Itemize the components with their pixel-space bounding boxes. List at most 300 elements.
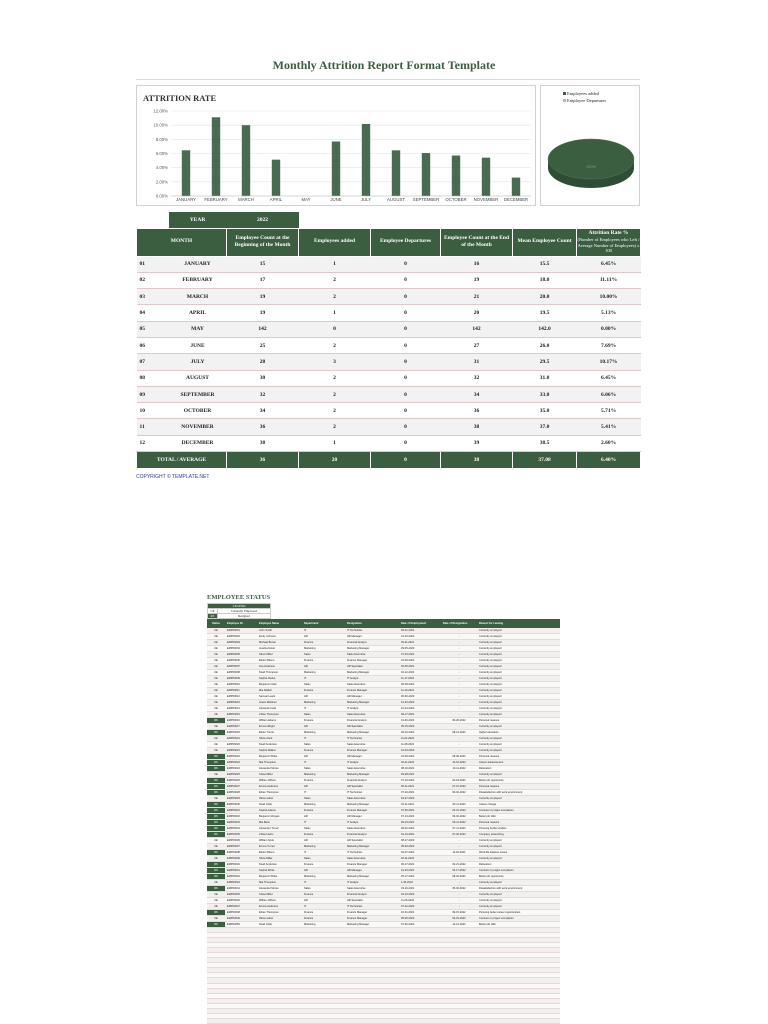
x-tick-label: JUNE [330, 197, 342, 202]
reason-cell: Currently employed [477, 904, 560, 910]
reason-cell: Currently employed [477, 694, 560, 700]
employment-date-cell: 12-20-2022 [399, 700, 441, 706]
resignation-date-cell: - [441, 838, 477, 844]
row-end: 38 [441, 419, 513, 435]
employee-name-cell: Samuel Lewis [257, 694, 302, 700]
resignation-date-cell: - [441, 658, 477, 664]
y-tick-label: 0.00% [155, 193, 168, 199]
status-cell: CE [207, 796, 225, 802]
legend-text: Currently Employed [218, 609, 271, 614]
employee-name-cell: William Wilson [257, 778, 302, 784]
row-end: 142 [441, 321, 513, 337]
row-begin: 30 [227, 370, 299, 386]
status-cell: RS [207, 766, 225, 772]
status-cell: CE [207, 898, 225, 904]
employee-id-cell: EMP00014 [225, 706, 257, 712]
reason-cell: Currently employed [477, 856, 560, 862]
row-end: 36 [441, 403, 513, 419]
status-cell: CE [207, 838, 225, 844]
department-cell: HR [302, 814, 345, 820]
department-cell: Marketing [302, 730, 345, 736]
designation-cell: Sales Executive [345, 796, 399, 802]
employee-id-cell: EMP00002 [225, 634, 257, 640]
x-tick-label: DECEMBER [503, 197, 529, 202]
designation-cell: Sales Executive [345, 742, 399, 748]
reason-cell: Company downsizing [477, 832, 560, 838]
row-number: 08 [137, 370, 169, 386]
row-number: 02 [137, 272, 169, 288]
total-departures: 0 [371, 452, 441, 469]
employee-id-cell: EMP00041 [225, 868, 257, 874]
employment-date-cell: 03-28-2021 [399, 772, 441, 778]
resignation-date-cell: - [441, 640, 477, 646]
employee-name-cell: Mia Walker [257, 688, 302, 694]
department-cell: IT [302, 676, 345, 682]
resignation-date-cell: - [441, 634, 477, 640]
employee-id-cell: EMP00015 [225, 712, 257, 718]
pie-legend-label: Employee Departures [567, 98, 607, 103]
row-mean: 26.0 [513, 337, 577, 353]
employee-name-cell: Alexander Moore [257, 766, 302, 772]
row-month: MARCH [169, 289, 227, 305]
employee-name-cell: Chloe Thompson [257, 712, 302, 718]
reason-cell: Currently employed [477, 838, 560, 844]
row-begin: 17 [227, 272, 299, 288]
employee-id-cell: EMP00025 [225, 772, 257, 778]
employee-name-cell: Noah Anderson [257, 742, 302, 748]
resignation-date-cell: - [441, 742, 477, 748]
row-mean: 38.5 [513, 435, 577, 451]
resignation-date-cell: - [441, 724, 477, 730]
status-cell: RS [207, 868, 225, 874]
row-added: 2 [299, 403, 371, 419]
row-number: 07 [137, 354, 169, 370]
employment-date-cell: 07-12-2022 [399, 904, 441, 910]
employment-date-cell: 09-02-2021 [399, 826, 441, 832]
row-begin: 32 [227, 386, 299, 402]
resignation-date-cell: 07-20-2022 [441, 832, 477, 838]
designation-cell: HR Manager [345, 814, 399, 820]
employment-date-cell: 02-07-2021 [399, 850, 441, 856]
employee-id-cell: EMP00044 [225, 886, 257, 892]
designation-cell: IT Analyst [345, 820, 399, 826]
legend-code: CE [208, 609, 218, 614]
department-cell: IT [302, 850, 345, 856]
row-rate: 11.11% [577, 272, 641, 288]
status-cell: RS [207, 760, 225, 766]
designation-cell: IT Analyst [345, 706, 399, 712]
department-cell: HR [302, 664, 345, 670]
resignation-date-cell: 09-21-2022 [441, 730, 477, 736]
employee-id-cell: EMP00017 [225, 724, 257, 730]
status-cell: CE [207, 856, 225, 862]
title-divider [136, 79, 640, 80]
employee-name-cell: Alexander Turner [257, 826, 302, 832]
department-cell: Finance [302, 640, 345, 646]
status-cell: CE [207, 844, 225, 850]
resignation-date-cell: 07-11-2022 [441, 826, 477, 832]
reason-cell: Currently employed [477, 640, 560, 646]
resignation-date-cell: - [441, 736, 477, 742]
employee-id-cell: EMP00006 [225, 658, 257, 664]
employee-id-cell: EMP00005 [225, 652, 257, 658]
employment-date-cell: 11-25-2022 [399, 898, 441, 904]
employee-id-cell: EMP00019 [225, 736, 257, 742]
row-departures: 0 [371, 256, 441, 272]
department-cell: Marketing [302, 844, 345, 850]
header-attrition-rate-formula: (Number of Employees who Left / Average Number of Employees) x 100 [577, 236, 640, 254]
employee-id-cell: EMP00010 [225, 682, 257, 688]
row-rate: 6.45% [577, 370, 641, 386]
attrition-row [137, 305, 641, 321]
designation-cell: Marketing Manager [345, 772, 399, 778]
employment-date-cell: 07-26-2022 [399, 922, 441, 928]
status-legend [207, 603, 271, 619]
designation-cell: HR Specialist [345, 838, 399, 844]
attrition-row [137, 370, 641, 386]
row-number: 11 [137, 419, 169, 435]
row-month: JUNE [169, 337, 227, 353]
resignation-date-cell: - [441, 904, 477, 910]
reason-cell: Currently employed [477, 628, 560, 634]
employee-name-cell: Mia Thompson [257, 880, 302, 886]
resignation-date-cell: 03-11-2022 [441, 802, 477, 808]
department-cell: Sales [302, 652, 345, 658]
employment-date-cell: 02-11-2022 [399, 856, 441, 862]
department-cell: Sales [302, 712, 345, 718]
row-number: 04 [137, 305, 169, 321]
department-cell: IT [302, 880, 345, 886]
row-number: 06 [137, 337, 169, 353]
row-departures: 0 [371, 435, 441, 451]
department-cell: Finance [302, 862, 345, 868]
page-title: Monthly Attrition Report Format Template [272, 58, 496, 72]
row-month: MAY [169, 321, 227, 337]
reason-cell: Personal reasons [477, 718, 560, 724]
row-end: 16 [441, 256, 513, 272]
resignation-date-cell: - [441, 676, 477, 682]
resignation-date-cell: 04-01-2022 [441, 808, 477, 814]
row-rate: 2.60% [577, 435, 641, 451]
designation-cell: Marketing Manager [345, 730, 399, 736]
row-end: 34 [441, 386, 513, 402]
employee-id-cell: EMP00018 [225, 730, 257, 736]
header-mean-count: Mean Employee Count [513, 228, 577, 256]
employee-id-cell: EMP00030 [225, 802, 257, 808]
header-end-count: Employee Count at the End of the Month [441, 228, 513, 256]
resignation-date-cell: 03-21-2022 [441, 862, 477, 868]
header-begin-count: Employee Count at the Beginning of the Month [227, 228, 299, 256]
status-cell: RS [207, 874, 225, 880]
employee-id-cell: EMP00012 [225, 694, 257, 700]
designation-cell: Sales Executive [345, 712, 399, 718]
row-added: 2 [299, 289, 371, 305]
header-month: MONTH [137, 228, 227, 256]
attrition-row [137, 403, 641, 419]
x-tick-label: AUGUST [387, 197, 405, 202]
designation-cell: Sales Executive [345, 886, 399, 892]
row-mean: 19.5 [513, 305, 577, 321]
employment-date-cell: 09-05-2022 [399, 646, 441, 652]
employee-name-cell: Benjamin Morgan [257, 814, 302, 820]
row-end: 19 [441, 272, 513, 288]
employee-id-cell: EMP00040 [225, 862, 257, 868]
designation-cell: IT Technician [345, 850, 399, 856]
status-cell: CE [207, 742, 225, 748]
department-cell: HR [302, 634, 345, 640]
designation-cell: Finance Manager [345, 808, 399, 814]
employee-name-cell: Benjamin White [257, 874, 302, 880]
row-added: 3 [299, 354, 371, 370]
employment-date-cell: 05-30-2022 [399, 844, 441, 850]
employee-id-cell: EMP00008 [225, 670, 257, 676]
row-month: SEPTEMBER [169, 386, 227, 402]
employment-date-cell: 03-11-2021 [399, 640, 441, 646]
row-begin: 19 [227, 305, 299, 321]
designation-cell: Finance Manager [345, 748, 399, 754]
employee-name-cell: Grace Martinez [257, 700, 302, 706]
copyright-link[interactable]: COPYRIGHT © TEMPLATE.NET [136, 474, 210, 480]
total-label: TOTAL / AVERAGE [137, 452, 227, 469]
employee-name-cell: Ethan Thompson [257, 790, 302, 796]
status-cell: CE [207, 694, 225, 700]
reason-cell: Currently employed [477, 646, 560, 652]
total-mean: 37.08 [513, 452, 577, 469]
bar [332, 142, 340, 196]
department-cell: Finance [302, 748, 345, 754]
employment-date-cell: 10-09-2021 [399, 658, 441, 664]
department-cell: Marketing [302, 646, 345, 652]
employee-id-cell: EMP00026 [225, 778, 257, 784]
resignation-date-cell: 10-11-2022 [441, 766, 477, 772]
employee-id-cell: EMP00048 [225, 910, 257, 916]
status-cell: RS [207, 922, 225, 928]
employee-id-cell: EMP00046 [225, 898, 257, 904]
employment-date-cell: 10-09-2021 [399, 754, 441, 760]
resignation-date-cell: - [441, 898, 477, 904]
employee-id-cell: EMP00039 [225, 856, 257, 862]
status-cell: CE [207, 676, 225, 682]
designation-cell: IT Technician [345, 904, 399, 910]
reason-cell: Currently employed [477, 742, 560, 748]
status-cell: RS [207, 910, 225, 916]
employee-id-cell: EMP00021 [225, 748, 257, 754]
employee-name-cell: William Wilson [257, 898, 302, 904]
reason-cell: Contract or project completion [477, 868, 560, 874]
employee-header-cell: Reason for Leaving [477, 619, 560, 628]
resignation-date-cell: - [441, 772, 477, 778]
resignation-date-cell: 02-01-2023 [441, 916, 477, 922]
employment-date-cell: 08-16-2021 [399, 766, 441, 772]
employee-header-cell: Employee ID [225, 619, 257, 628]
department-cell: IT [302, 628, 345, 634]
row-added: 2 [299, 337, 371, 353]
resignation-date-cell: - [441, 664, 477, 670]
row-departures: 0 [371, 419, 441, 435]
row-month: DECEMBER [169, 435, 227, 451]
row-month: AUGUST [169, 370, 227, 386]
resignation-date-cell: 09-02-2022 [441, 874, 477, 880]
employee-id-cell: EMP00013 [225, 700, 257, 706]
x-tick-label: JULY [360, 197, 372, 202]
designation-cell: Financial Analyst [345, 832, 399, 838]
department-cell: Finance [302, 718, 345, 724]
employee-id-cell: EMP00050 [225, 922, 257, 928]
employee-name-cell: Ethan Wilson [257, 658, 302, 664]
employee-header-cell: Status [207, 619, 225, 628]
resignation-date-cell: 09-02-2022 [441, 790, 477, 796]
department-cell: IT [302, 760, 345, 766]
employee-id-cell: EMP00020 [225, 742, 257, 748]
designation-cell: Finance Manager [345, 916, 399, 922]
designation-cell: IT Technician [345, 628, 399, 634]
reason-cell: Currently employed [477, 736, 560, 742]
employment-date-cell: 06-20-2021 [399, 730, 441, 736]
reason-cell: Currently employed [477, 712, 560, 718]
resignation-date-cell: 03-17-2022 [441, 868, 477, 874]
employee-name-cell: Sophia Adams [257, 808, 302, 814]
pie-slice-label: 100% [585, 164, 597, 169]
employee-id-cell: EMP00031 [225, 808, 257, 814]
row-departures: 0 [371, 289, 441, 305]
header-departures: Employee Departures [371, 228, 441, 256]
department-cell: Sales [302, 856, 345, 862]
row-added: 2 [299, 386, 371, 402]
department-cell: Sales [302, 682, 345, 688]
reason-cell: Relocation [477, 862, 560, 868]
department-cell: Sales [302, 796, 345, 802]
row-departures: 0 [371, 337, 441, 353]
employment-date-cell: 01-26-2021 [399, 718, 441, 724]
reason-cell: Currently employed [477, 724, 560, 730]
employment-date-cell: 04-13-2022 [399, 892, 441, 898]
employee-status-title: EMPLOYEE STATUS [207, 594, 271, 601]
employment-date-cell: 10-13-2021 [399, 832, 441, 838]
status-cell: CE [207, 904, 225, 910]
reason-cell: Personal reasons [477, 820, 560, 826]
department-cell: Marketing [302, 772, 345, 778]
status-cell: CE [207, 688, 225, 694]
employee-name-cell: Benjamin Clark [257, 682, 302, 688]
attrition-row [137, 337, 641, 353]
row-number: 10 [137, 403, 169, 419]
resignation-date-cell: 11-30-2021 [441, 850, 477, 856]
department-cell: Finance [302, 832, 345, 838]
department-cell: Finance [302, 916, 345, 922]
attrition-row [137, 256, 641, 272]
employee-name-cell: Olivia Clark [257, 736, 302, 742]
year-label: YEAR [169, 212, 227, 228]
pie-legend-item [563, 98, 606, 103]
status-cell: CE [207, 892, 225, 898]
row-end: 27 [441, 337, 513, 353]
reason-cell: Currently employed [477, 748, 560, 754]
row-number: 12 [137, 435, 169, 451]
reason-cell: Currently employed [477, 844, 560, 850]
legend-title: LEGEND [208, 604, 271, 609]
row-end: 39 [441, 435, 513, 451]
employee-name-cell: Olivia Carter [257, 916, 302, 922]
employee-name-cell: Noah Clark [257, 922, 302, 928]
status-cell: CE [207, 748, 225, 754]
status-cell: CE [207, 916, 225, 922]
employee-name-cell: Emma Turner [257, 844, 302, 850]
row-rate: 5.13% [577, 305, 641, 321]
employment-date-cell: 06-30-2022 [399, 694, 441, 700]
row-rate: 7.69% [577, 337, 641, 353]
reason-cell: Personal reasons [477, 754, 560, 760]
row-added: 2 [299, 272, 371, 288]
status-cell: CE [207, 712, 225, 718]
department-cell: Marketing [302, 874, 345, 880]
department-cell: Sales [302, 886, 345, 892]
designation-cell: IT Technician [345, 736, 399, 742]
employee-id-cell: EMP00023 [225, 760, 257, 766]
status-cell: RS [207, 886, 225, 892]
reason-cell: Currently employed [477, 664, 560, 670]
employee-name-cell: Emily Johnson [257, 634, 302, 640]
employment-date-cell: 03-16-2021 [399, 886, 441, 892]
reason-cell: Currently employed [477, 670, 560, 676]
employee-id-cell: EMP00036 [225, 838, 257, 844]
row-added: 2 [299, 370, 371, 386]
status-cell: CE [207, 664, 225, 670]
employment-date-cell: 09-17-2021 [399, 712, 441, 718]
row-number: 03 [137, 289, 169, 305]
row-begin: 36 [227, 419, 299, 435]
row-begin: 28 [227, 354, 299, 370]
reason-cell: Currently employed [477, 772, 560, 778]
total-rate: 6.40% [577, 452, 641, 469]
employee-id-cell: EMP00022 [225, 754, 257, 760]
employee-name-cell: William Adams [257, 718, 302, 724]
reason-cell: Contract or project completion [477, 808, 560, 814]
employment-date-cell: 04-11-2022 [399, 760, 441, 766]
employment-date-cell: 1-30-2022 [399, 880, 441, 886]
resignation-date-cell: - [441, 652, 477, 658]
reason-cell: Currently employed [477, 706, 560, 712]
attrition-row [137, 289, 641, 305]
employee-name-cell: Oliver Miller [257, 652, 302, 658]
y-tick-label: 8.00% [155, 136, 168, 142]
bar [482, 158, 490, 196]
row-mean: 142.0 [513, 321, 577, 337]
row-mean: 29.5 [513, 354, 577, 370]
reason-cell: Currently employed [477, 892, 560, 898]
resignation-date-cell: - [441, 844, 477, 850]
status-cell: CE [207, 640, 225, 646]
employee-header-cell: Employee Name [257, 619, 302, 628]
status-cell: RS [207, 808, 225, 814]
employee-name-cell: John Smith [257, 628, 302, 634]
employment-date-cell: 11-28-2022 [399, 742, 441, 748]
row-rate: 6.45% [577, 256, 641, 272]
employment-date-cell: 09-13-2021 [399, 820, 441, 826]
x-tick-label: MAY [301, 197, 311, 202]
x-tick-label: FEBRUARY [204, 197, 228, 202]
employee-id-cell: EMP00045 [225, 892, 257, 898]
row-mean: 15.5 [513, 256, 577, 272]
row-departures: 0 [371, 386, 441, 402]
status-cell: RS [207, 790, 225, 796]
designation-cell: HR Specialist [345, 664, 399, 670]
department-cell: Sales [302, 742, 345, 748]
status-cell: CE [207, 670, 225, 676]
resignation-date-cell: - [441, 670, 477, 676]
employment-date-cell: 08-27-2022 [399, 838, 441, 844]
designation-cell: Financial Analyst [345, 778, 399, 784]
employment-date-cell: 07-23-2021 [399, 652, 441, 658]
